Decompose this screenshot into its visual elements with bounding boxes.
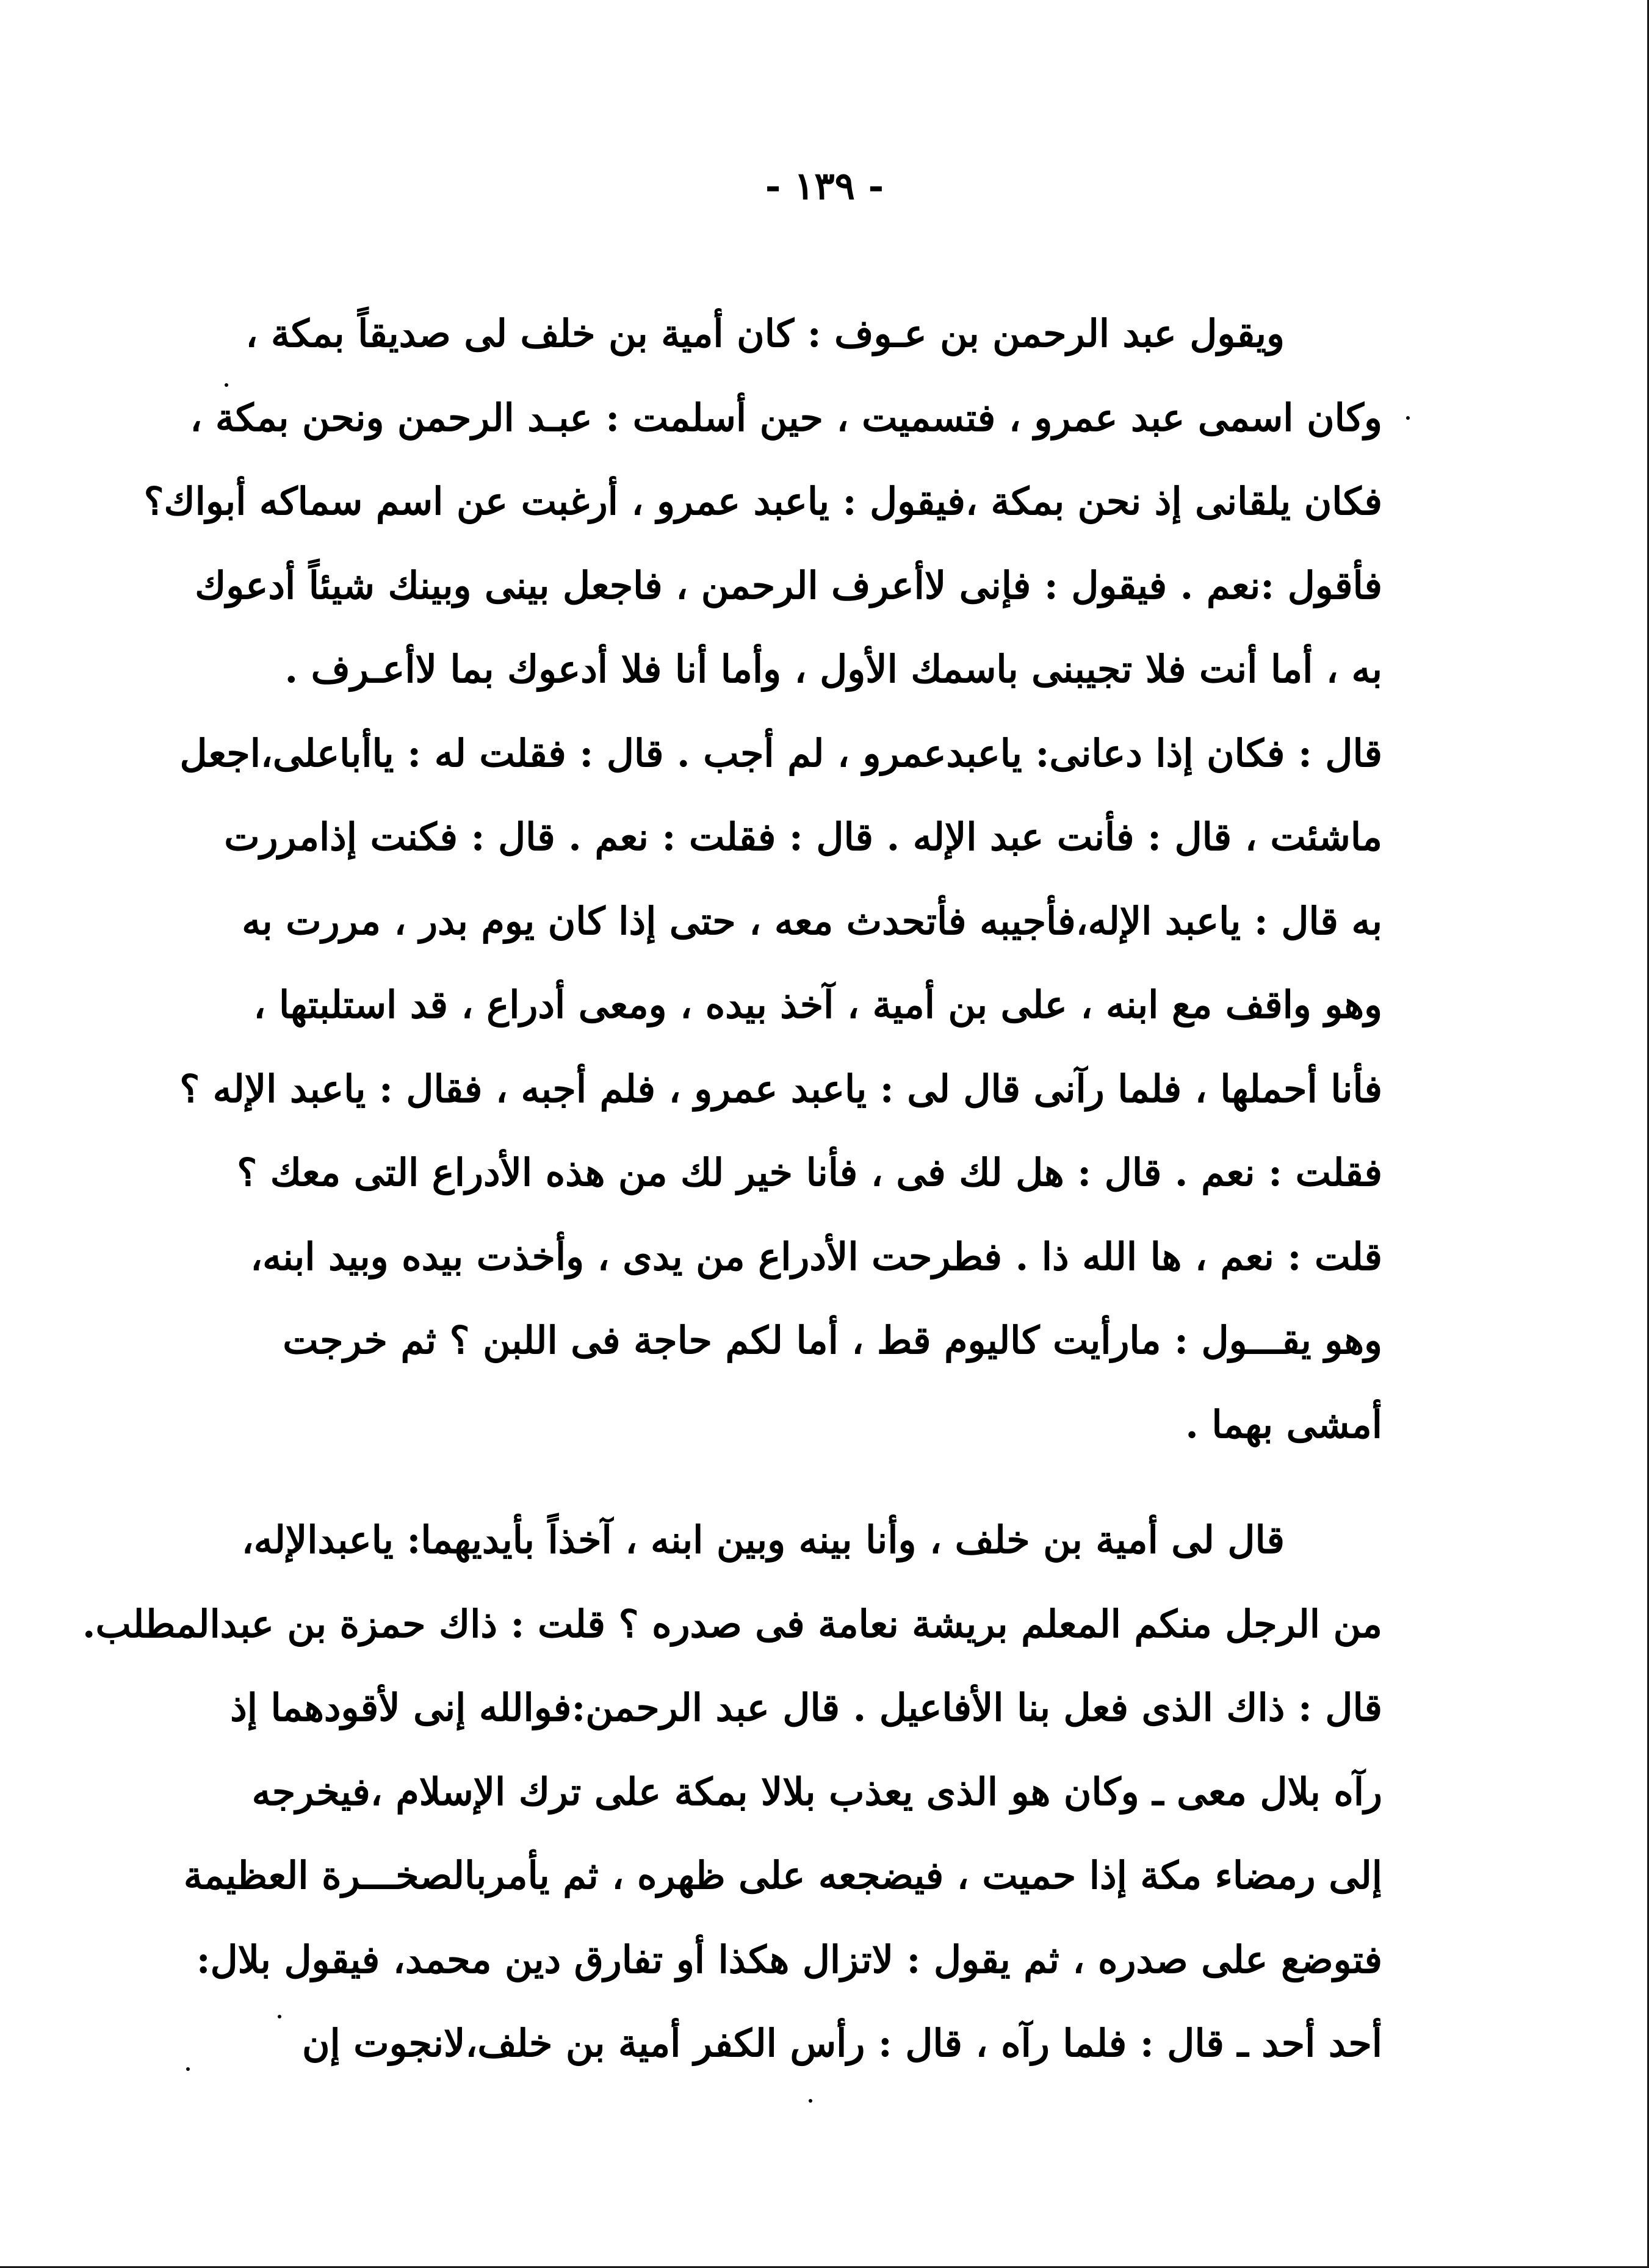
text-line: قلت : نعم ، ها الله ذا . فطرحت الأدراع من يدى ، وأخذت بيده وبيد ابنه، xyxy=(250,1234,1382,1279)
text-line: رآه بلال معى ـ وكان هو الذى يعذب بلالا بمكة على ترك الإسلام ،فيخرجه xyxy=(251,1769,1382,1814)
text-line: فتوضع على صدره ، ثم يقول : لاتزال هكذا أو تفارق دين محمد، فيقول بلال: xyxy=(196,1937,1382,1982)
text-line: به ، أما أنت فلا تجيبنى باسمك الأول ، وأما أنا فلا أدعوك بما لاأعـرف . xyxy=(284,647,1382,691)
text-line: قال : فكان إذا دعانى: ياعبدعمرو ، لم أجب . قال : فقلت له : ياأباعلى،اجعل xyxy=(179,730,1382,776)
scan-speck xyxy=(225,383,228,387)
text-line: فكان يلقانى إذ نحن بمكة ،فيقول : ياعبد عمرو ، أرغبت عن اسم سماكه أبواك؟ xyxy=(143,479,1382,524)
text-line: قال : ذاك الذى فعل بنا الأفاعيل . قال عبد الرحمن:فوالله إنى لأقودهما إذ xyxy=(230,1685,1382,1730)
scan-speck xyxy=(186,2067,190,2071)
text-line: وهو يقـــول : مارأيت كاليوم قط ، أما لكم حاجة فى اللبن ؟ ثم خرجت xyxy=(283,1318,1382,1363)
text-line: فقلت : نعم . قال : هل لك فى ، فأنا خير لك من هذه الأدراع التى معك ؟ xyxy=(237,1150,1382,1195)
scan-speck xyxy=(809,2099,812,2103)
page-number: - ١٣٩ - xyxy=(765,164,884,208)
text-line: به قال : ياعبد الإله،فأجيبه فأتحدث معه ، حتى إذا كان يوم بدر ، مررت به xyxy=(242,898,1382,943)
text-line: فأقول :نعم . فيقول : فإنى لاأعرف الرحمن ، فاجعل بينى وبينك شيئاً أدعوك xyxy=(195,563,1382,608)
text-line: فأنا أحملها ، فلما رآنى قال لى : ياعبد عمرو ، فلم أجبه ، فقال : ياعبد الإله ؟ xyxy=(179,1066,1382,1111)
text-line: ماشئت ، قال : فأنت عبد الإله . قال : فقلت : نعم . قال : فكنت إذامررت xyxy=(224,815,1382,859)
paragraph-2 xyxy=(82,1498,1382,2086)
text-line: أمشى بهما . xyxy=(1185,1402,1382,1447)
text-line: إلى رمضاء مكة إذا حميت ، فيضجعه على ظهره ، ثم يأمربالصخـــرة العظيمة xyxy=(183,1853,1382,1898)
paragraph-1 xyxy=(143,292,1382,1466)
text-line: قال لى أمية بن خلف ، وأنا بينه وبين ابنه ، آخذاً بأيديهما: ياعبدالإله، xyxy=(241,1517,1285,1562)
text-line: أحد أحد ـ قال : فلما رآه ، قال : رأس الكفر أمية بن خلف،لانجوت إن xyxy=(301,2021,1382,2065)
scan-speck xyxy=(278,2015,281,2018)
text-line: من الرجل منكم المعلم بريشة نعامة فى صدره ؟ قلت : ذاك حمزة بن عبدالمطلب. xyxy=(82,1601,1382,1646)
text-line: وكان اسمى عبد عمرو ، فتسميت ، حين أسلمت : عبـد الرحمن ونحن بمكة ، xyxy=(190,395,1382,440)
text-line: ويقول عبد الرحمن بن عـوف : كان أمية بن خلف لى صديقاً بمكة ، xyxy=(245,311,1285,356)
scan-speck xyxy=(1406,416,1410,420)
text-line: وهو واقف مع ابنه ، على بن أمية ، آخذ بيده ، ومعى أدراع ، قد استلبتها ، xyxy=(253,982,1382,1027)
